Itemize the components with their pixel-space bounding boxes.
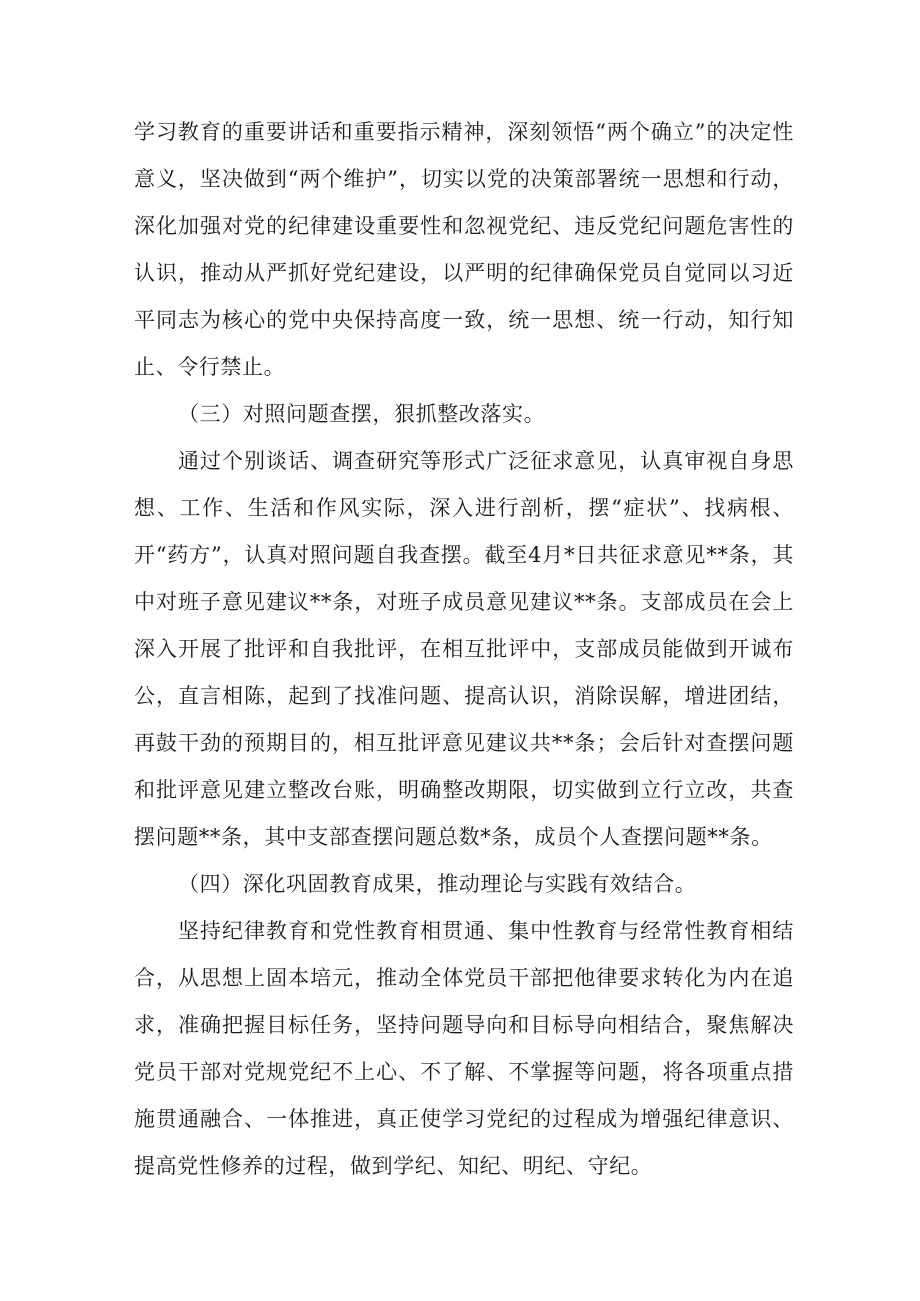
document-page bbox=[134, 109, 794, 1190]
section-heading-four: （四）深化巩固教育成果，推动理论与实践有效结合。 bbox=[178, 872, 697, 896]
paragraph-problem-review: 通过个别谈话、调查研究等形式广泛征求意见，认真审视自身思想、工作、生活和作风实际，深入进行剖析，摆“症状”、找病根、开“药方”，认真对照问题自我查摆。截至4月*日共征求意见**条，其中对班子意见建议**条，对班子成员意见建议**条。支部成员在会上深入开展了批评和自我批评，在相互批评中，支部成员能做到开诚布公，直言相陈，起到了找准问题、提高认识，消除误解，增进团结，再鼓干劲的预期目的，相互批评意见建议共**条；会后针对查摆问题和批评意见建立整改台账，明确整改期限，切实做到立行立改，共查摆问题**条，其中支部查摆问题总数*条，成员个人查摆问题**条。 bbox=[134, 449, 794, 849]
paragraph-continued-study-spirit: 学习教育的重要讲话和重要指示精神，深刻领悟“两个确立”的决定性意义，坚决做到“两个维护”，切实以党的决策部署统一思想和行动，深化加强对党的纪律建设重要性和忽视党纪、违反党纪问题危害性的认识，推动从严抓好党纪建设，以严明的纪律确保党员自觉同以习近平同志为核心的党中央保持高度一致，统一思想、统一行动，知行知止、令行禁止。 bbox=[134, 120, 794, 379]
paragraph-consolidate-results: 坚持纪律教育和党性教育相贯通、集中性教育与经常性教育相结合，从思想上固本培元，推动全体党员干部把他律要求转化为内在追求，准确把握目标任务，坚持问题导向和目标导向相结合，聚焦解决党员干部对党规党纪不上心、不了解、不掌握等问题，将各项重点措施贯通融合、一体推进，真正使学习党纪的过程成为增强纪律意识、提高党性修养的过程，做到学纪、知纪、明纪、守纪。 bbox=[134, 919, 794, 1178]
section-heading-three: （三）对照问题查摆，狠抓整改落实。 bbox=[178, 402, 546, 426]
